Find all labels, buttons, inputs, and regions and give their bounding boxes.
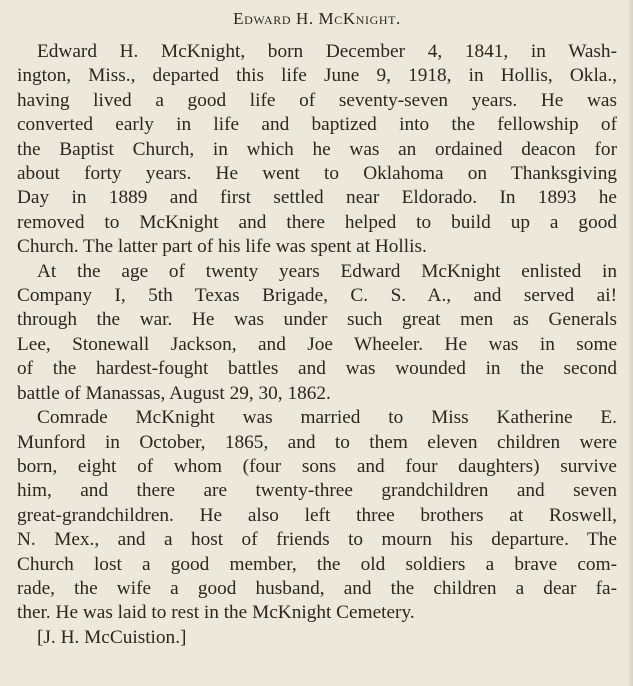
text-line: born, eight of whom (four sons and four daughters) survive (17, 455, 617, 477)
text-line: Church. The latter part of his life was spent at Hollis. (17, 236, 427, 258)
text-line: of the hardest-fought battles and was wounded in the second (17, 358, 617, 380)
text-line: converted early in life and baptized into the fellowship of (17, 114, 617, 136)
text-line: N. Mex., and a host of friends to mourn his departure. The (17, 529, 617, 551)
text-line: the Baptist Church, in which he was an ordained deacon for (17, 138, 617, 160)
paragraph-family (17, 406, 617, 626)
author-signature: [J. H. McCuistion.] (37, 626, 187, 648)
text-line: Day in 1889 and first settled near Eldorado. In 1893 he (17, 187, 617, 209)
text-line: Edward H. McKnight, born December 4, 1841, in Wash- (37, 41, 617, 62)
text-line: Company I, 5th Texas Brigade, C. S. A., and served ai! (17, 285, 617, 307)
paragraph-military-service (17, 260, 617, 406)
text-line: Comrade McKnight was married to Miss Katherine E. (37, 407, 617, 429)
paragraph-biography (17, 40, 617, 260)
text-line: great-grandchildren. He also left three brothers at Roswell, (17, 504, 617, 526)
text-line: At the age of twenty years Edward McKnight enlisted in (37, 260, 617, 282)
text-line: ther. He was laid to rest in the McKnight Cemetery. (17, 602, 415, 624)
text-line: rade, the wife a good husband, and the children a dear fa- (17, 577, 617, 599)
text-line: removed to McKnight and there helped to build up a good (17, 211, 617, 233)
text-line: him, and there are twenty-three grandchildren and seven (17, 480, 617, 502)
text-line: Lee, Stonewall Jackson, and Joe Wheeler. He was in some (17, 333, 617, 355)
page-edge-shadow (627, 0, 633, 686)
text-line: Munford in October, 1865, and to them eleven children were (17, 431, 617, 453)
text-line: Church lost a good member, the old soldiers a brave com- (17, 553, 617, 575)
page-title: Edward H. McKnight. (233, 9, 401, 28)
text-line: ington, Miss., departed this life June 9, 1918, in Hollis, Okla., (17, 65, 617, 87)
text-line: battle of Manassas, August 29, 30, 1862. (17, 382, 331, 404)
text-line: about forty years. He went to Oklahoma on Thanksgiving (17, 163, 617, 185)
text-line: through the war. He was under such great men as Generals (17, 309, 617, 331)
text-line: having lived a good life of seventy-seven years. He was (17, 89, 617, 111)
